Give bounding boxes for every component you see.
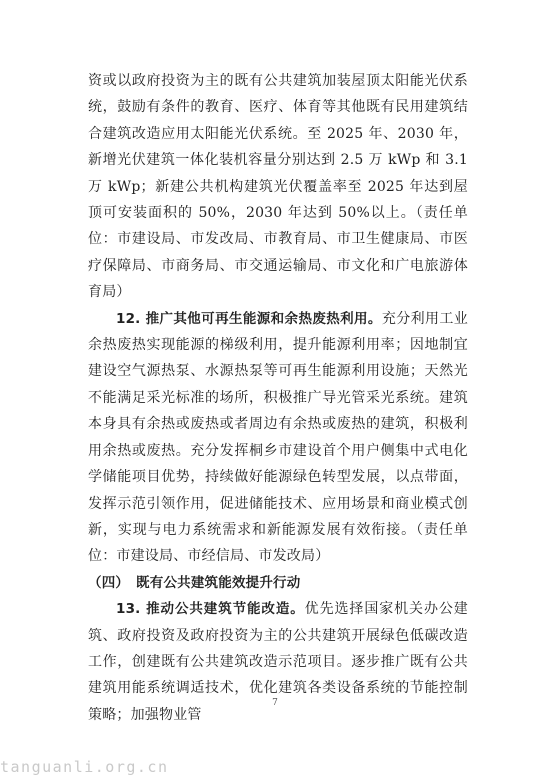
item-13-paragraph <box>88 596 468 728</box>
item-12-heading: 12. 推广其他可再生能源和余热废热利用。 <box>116 310 382 327</box>
item-12-paragraph <box>88 306 468 570</box>
item-12-text: 充分利用工业余热废热实现能源的梯级利用，提升能源利用率；因地制宜建设空气源热泵、水源热泵等可再生能源利用设施；天然光不能满足采光标准的场所，积极推广导光管采光系统。建筑本身具有余热或废热或者周边有余热或废热的建筑，积极利用余热或废热。充分发挥桐乡市建设首个用户侧集中式电化学储能项目优势，持续做好能源绿色转型发展，以点带面，发挥示范引领作用，促进储能技术、应用场景和商业模式创新，实现与电力系统需求和新能源发展有效衔接。（责任单位：市建设局、市经信局、市发改局） <box>88 310 468 565</box>
continuation-paragraph: 资或以政府投资为主的既有公共建筑加装屋顶太阳能光伏系统，鼓励有条件的教育、医疗、体育等其他既有民用建筑结合建筑改造应用太阳能光伏系统。至 2025 年、2030 年，新增光伏建筑一体化装机容量分别达到 2.5 万 kWp 和 3.1 万 kWp；新建公共机构建筑光伏覆盖率至 2025 年达到屋顶可安装面积的 50%，2030 年达到 50%以上。（责任单位：市建设局、市发改局、市教育局、市卫生健康局、市医疗保障局、市商务局、市交通运输局、市文化和广电旅游体育局） <box>88 73 468 301</box>
item-13-text: 优先选择国家机关办公建筑、政府投资及政府投资为主的公共建筑开展绿色低碳改造工作，创建既有公共建筑改造示范项目。逐步推广既有公共建筑用能系统调适技术，优化建筑各类设备系统的节能控制策略；加强物业管 <box>88 601 468 723</box>
section-4-heading: （四） 既有公共建筑能效提升行动 <box>88 574 301 591</box>
item-13-heading: 13. 推动公共建筑节能改造。 <box>116 601 305 618</box>
page-number: 7 <box>272 698 278 708</box>
watermark: tanguanli.org.cn <box>0 758 169 776</box>
document-body <box>88 68 468 728</box>
